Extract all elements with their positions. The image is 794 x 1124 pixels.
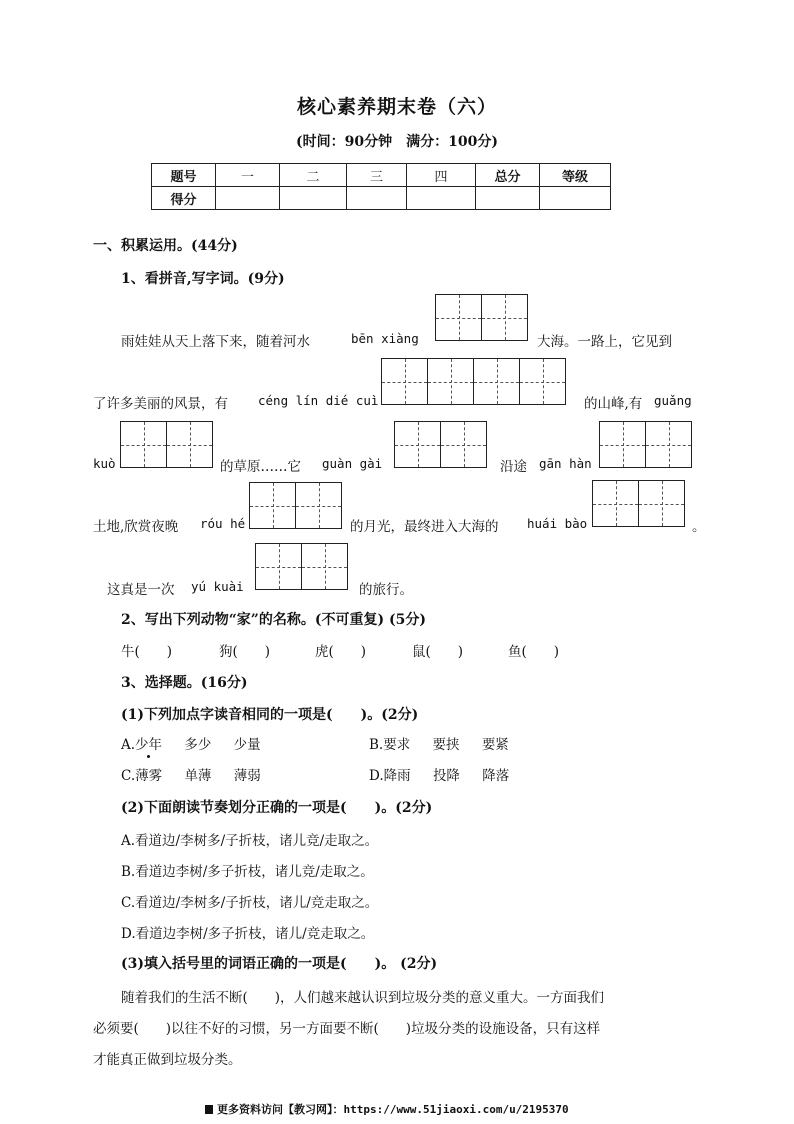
tianzige-box[interactable] xyxy=(249,482,296,529)
tianzige-box[interactable] xyxy=(638,480,685,527)
writing-boxes[interactable] xyxy=(394,421,486,468)
table-cell: 题号 xyxy=(152,164,216,187)
passage-text: 的月光，最终进入大海的 xyxy=(350,519,499,535)
question-heading: 1、看拼音,写字词。(9分) xyxy=(121,271,285,287)
score-cell[interactable] xyxy=(216,187,280,210)
question-heading: 3、选择题。(16分) xyxy=(121,675,248,691)
passage-text: 沿途 xyxy=(500,459,527,475)
table-row xyxy=(152,164,611,187)
footer-link[interactable] xyxy=(205,1101,569,1117)
option-word: 降落 xyxy=(482,768,510,784)
sub-question-stem: (2)下面朗读节奏划分正确的一项是( )。(2分) xyxy=(121,800,433,816)
tianzige-box[interactable] xyxy=(166,421,213,468)
option-word: 要紧 xyxy=(481,737,509,753)
table-row xyxy=(152,187,611,210)
tianzige-box[interactable] xyxy=(435,294,482,341)
pinyin-label: céng lín dié cuì xyxy=(258,393,379,408)
tianzige-box[interactable] xyxy=(394,421,441,468)
writing-boxes[interactable] xyxy=(599,421,691,468)
tianzige-box[interactable] xyxy=(599,421,646,468)
passage-text: 才能真正做到垃圾分类。 xyxy=(93,1052,242,1068)
option-a[interactable]: A.看道边/李树多/子折枝，诸儿竞/走取之。 xyxy=(121,833,379,849)
writing-boxes[interactable] xyxy=(435,294,527,341)
table-cell: 总分 xyxy=(476,164,540,187)
writing-boxes[interactable] xyxy=(255,543,347,590)
section-heading: 一、积累运用。(44分) xyxy=(93,238,238,254)
option-label: D. xyxy=(369,768,384,784)
sub-question-stem: (3)填入括号里的词语正确的一项是( )。 (2分) xyxy=(121,956,438,972)
writing-boxes[interactable] xyxy=(249,482,341,529)
option-word: 薄雾 xyxy=(135,768,163,784)
flag-icon xyxy=(205,1105,213,1114)
option-word: 要挟 xyxy=(432,737,460,753)
tianzige-box[interactable] xyxy=(481,294,528,341)
pinyin-label: huái bào xyxy=(527,516,588,531)
table-cell: 三 xyxy=(347,164,407,187)
writing-boxes[interactable] xyxy=(120,421,212,468)
passage-text: 土地,欣赏夜晚 xyxy=(93,519,179,535)
score-cell[interactable] xyxy=(407,187,476,210)
table-cell: 得分 xyxy=(152,187,216,210)
passage-text: 雨娃娃从天上落下来，随着河水 xyxy=(121,334,310,350)
option-c[interactable] xyxy=(121,764,261,784)
answer-item[interactable]: 鼠( ) xyxy=(412,644,464,660)
pinyin-label: guǎng xyxy=(654,393,692,408)
passage-text: 这真是一次 xyxy=(107,582,175,598)
score-cell[interactable] xyxy=(476,187,540,210)
option-d[interactable] xyxy=(369,764,509,784)
sub-question-stem: (1)下列加点字读音相同的一项是( )。(2分) xyxy=(121,707,419,723)
tianzige-box[interactable] xyxy=(120,421,167,468)
passage-text: 的旅行。 xyxy=(359,582,413,598)
option-word: 投降 xyxy=(432,768,460,784)
score-cell[interactable] xyxy=(347,187,407,210)
option-b[interactable] xyxy=(369,733,509,753)
pinyin-label: bēn xiàng xyxy=(351,331,419,346)
option-a[interactable] xyxy=(121,733,261,753)
option-word: 少年 xyxy=(135,733,162,753)
option-word: 单薄 xyxy=(184,768,212,784)
writing-boxes[interactable] xyxy=(592,480,684,527)
answer-item[interactable]: 虎( ) xyxy=(315,644,367,660)
tianzige-box[interactable] xyxy=(519,358,566,405)
answer-item[interactable]: 狗( ) xyxy=(219,644,271,660)
exam-time-score: (时间：90分钟 满分：100分) xyxy=(296,134,498,150)
option-label: A. xyxy=(121,737,136,753)
page-title: 核心素养期末卷（六） xyxy=(296,96,497,118)
option-word: 要求 xyxy=(383,737,411,753)
option-label: C. xyxy=(121,768,136,784)
tianzige-box[interactable] xyxy=(473,358,520,405)
passage-text: 的草原……它 xyxy=(220,459,301,475)
table-cell: 二 xyxy=(280,164,347,187)
question-heading: 2、写出下列动物“家”的名称。(不可重复) (5分) xyxy=(121,612,426,628)
table-cell: 一 xyxy=(216,164,280,187)
pinyin-label: gān hàn xyxy=(539,456,592,471)
pinyin-label: kuò xyxy=(93,456,116,471)
passage-text: 必须要( )以往不好的习惯，另一方面要不断( )垃圾分类的设施设备，只有这样 xyxy=(93,1021,601,1037)
option-d[interactable]: D.看道边李树/多子折枝，诸儿/竞走取之。 xyxy=(121,926,375,942)
tianzige-box[interactable] xyxy=(255,543,302,590)
pinyin-label: róu hé xyxy=(200,516,246,531)
passage-text: 。 xyxy=(692,519,706,535)
passage-text: 的山峰,有 xyxy=(584,396,643,412)
tianzige-box[interactable] xyxy=(301,543,348,590)
passage-text: 了许多美丽的风景，有 xyxy=(93,396,228,412)
option-word: 降雨 xyxy=(383,768,411,784)
tianzige-box[interactable] xyxy=(645,421,692,468)
footer-text: 更多资料访问【教习网】：https://www.51jiaoxi.com/u/2195370 xyxy=(217,1103,569,1116)
table-cell: 四 xyxy=(407,164,476,187)
writing-boxes[interactable] xyxy=(381,358,565,405)
option-b[interactable]: B.看道边李树/多子折枝，诸儿竞/走取之。 xyxy=(121,864,374,880)
score-cell[interactable] xyxy=(540,187,611,210)
tianzige-box[interactable] xyxy=(440,421,487,468)
tianzige-box[interactable] xyxy=(295,482,342,529)
tianzige-box[interactable] xyxy=(381,358,428,405)
option-word: 多少 xyxy=(184,737,212,753)
option-word: 薄弱 xyxy=(233,768,261,784)
answer-item[interactable]: 牛( ) xyxy=(121,644,173,660)
answer-item[interactable]: 鱼( ) xyxy=(508,644,560,660)
tianzige-box[interactable] xyxy=(592,480,639,527)
passage-text: 大海。一路上，它见到 xyxy=(537,334,672,350)
table-cell: 等级 xyxy=(540,164,611,187)
option-word: 少量 xyxy=(233,737,261,753)
score-cell[interactable] xyxy=(280,187,347,210)
option-label: B. xyxy=(369,737,384,753)
option-c[interactable]: C.看道边/李树多/子折枝，诸儿/竞走取之。 xyxy=(121,895,379,911)
score-table xyxy=(151,163,611,210)
passage-text: 随着我们的生活不断( )，人们越来越认识到垃圾分类的意义重大。一方面我们 xyxy=(121,990,605,1006)
tianzige-box[interactable] xyxy=(427,358,474,405)
pinyin-label: guàn gài xyxy=(322,456,383,471)
pinyin-label: yú kuài xyxy=(191,579,244,594)
